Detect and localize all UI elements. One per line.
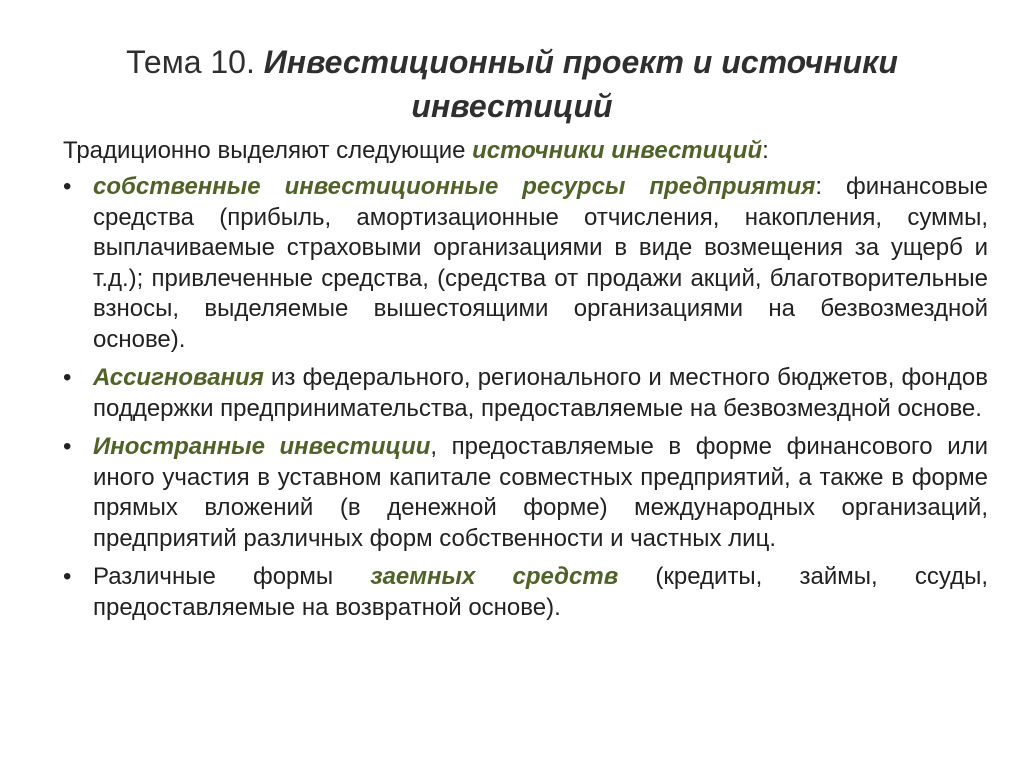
- intro-accent: источники инвестиций: [472, 137, 763, 164]
- topic-number: Тема 10.: [126, 44, 255, 80]
- slide-title: [80, 40, 944, 128]
- bullet-dot: •: [63, 433, 72, 460]
- bullet-accent: собственные инвестиционные ресурсы предприятия: [93, 173, 816, 200]
- bullet-list: [63, 172, 988, 631]
- intro-before: Традиционно выделяют следующие: [63, 137, 473, 164]
- bullet-text: , предоставляемые в форме финансового или иного участия в уставном капитале совместных предприятий, а также в форме прямых вложений (в денежной форме) международных организаций, предприятий различных форм собственности и частных лиц.: [93, 433, 989, 552]
- bullet-dot: •: [63, 364, 72, 391]
- list-item: [63, 363, 988, 424]
- bullet-accent: Иностранные инвестиции: [93, 433, 431, 460]
- bullet-text: из федерального, регионального и местного бюджетов, фондов поддержки предпринимательства, предоставляемые на безвозмездной основе.: [93, 364, 988, 422]
- intro-after: :: [762, 137, 769, 164]
- list-item: [63, 432, 988, 554]
- bullet-text: (кредиты, займы, ссуды, предоставляемые на возвратной основе).: [93, 563, 988, 621]
- bullet-text: : финансовые средства (прибыль, амортизационные отчисления, накопления, суммы, выплачиваемые страховыми организациями в виде возмещения за ущерб и т.д.); привлеченные средства, (средства от продажи акций, благотворительные взносы, выделяемые вышестоящими организациями на безвозмездной основе).: [93, 173, 988, 353]
- intro-text: [63, 136, 769, 166]
- list-item: [63, 562, 988, 623]
- bullet-accent: заемных средств: [370, 563, 619, 590]
- topic-name: Инвестиционный проект и источники инвестиций: [263, 44, 898, 124]
- bullet-dot: •: [63, 563, 72, 590]
- bullet-accent: Ассигнования: [93, 364, 264, 391]
- list-item: [63, 172, 988, 355]
- bullet-lead: Различные формы: [93, 563, 371, 590]
- bullet-dot: •: [63, 173, 72, 200]
